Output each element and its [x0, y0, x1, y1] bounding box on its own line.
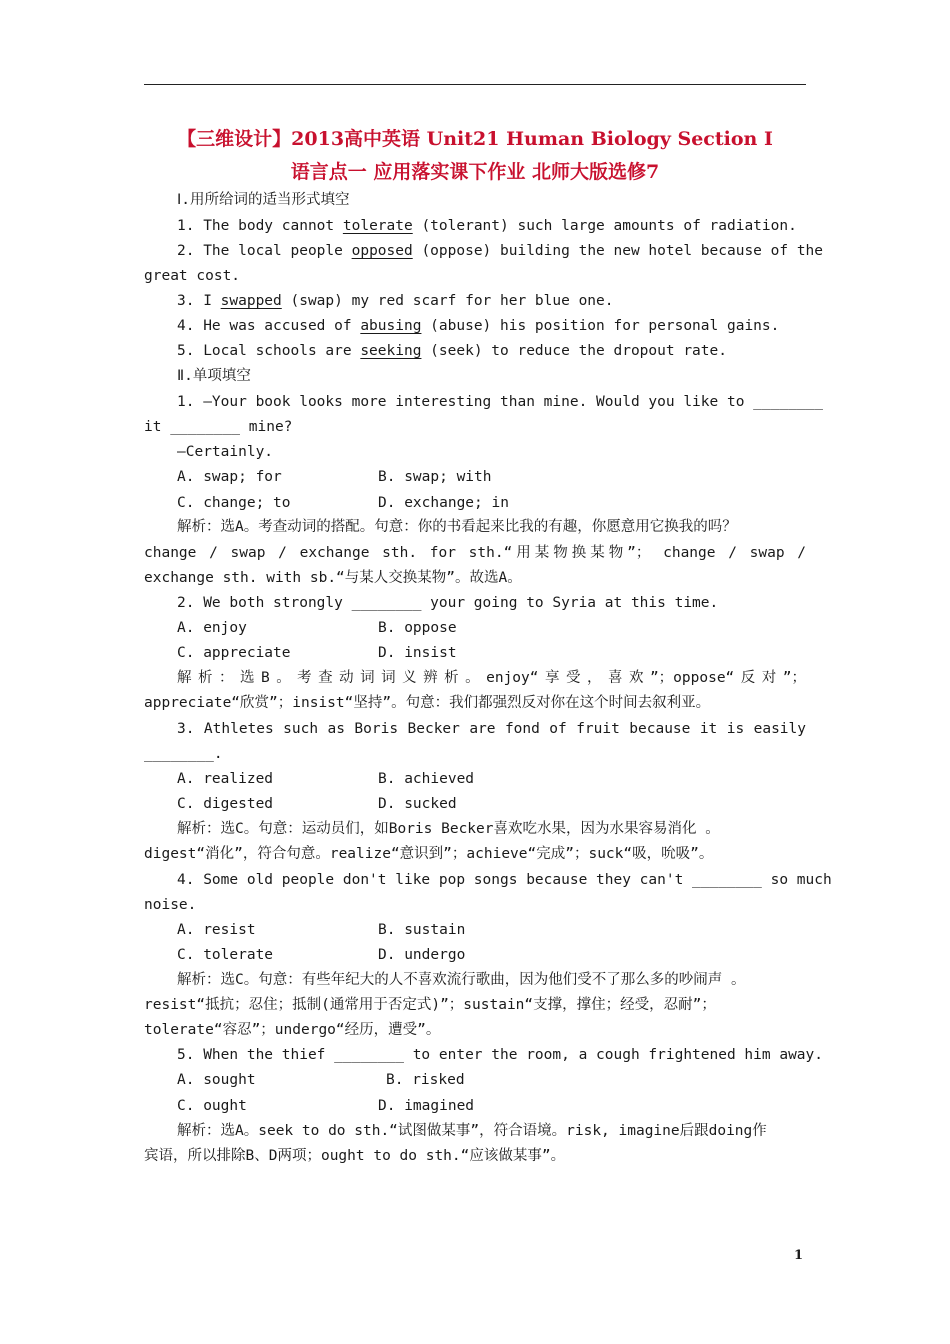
fill-item-1 — [177, 217, 797, 235]
fill-item-3 — [177, 292, 614, 310]
fill-item-text: 3. I — [177, 293, 221, 309]
question-4-stem-cont: noise. — [144, 897, 197, 913]
option-d: D. undergo — [378, 947, 466, 963]
title-line-1: 【三维设计】2013高中英语 Unit21 Human Biology Section Ⅰ — [177, 128, 773, 150]
option-b: B. oppose — [378, 620, 457, 636]
explanation-line: change / swap / exchange sth. for sth.“用某物换某物”； change / swap / — [144, 545, 806, 561]
header-rule — [144, 84, 806, 85]
title-line-2: 语言点一 应用落实课下作业 北师大版选修7 — [290, 161, 660, 183]
explanation-line: 解析：选A。seek to do sth.“试图做某事”，符合语境。risk, imagine后跟doing作 — [177, 1123, 767, 1139]
fill-item-text: 5. Local schools are — [177, 343, 361, 359]
question-2-stem: 2. We both strongly ________ your going to Syria at this time. — [177, 595, 719, 611]
explanation-line: 解析：选C。句意：有些年纪大的人不喜欢流行歌曲，因为他们受不了那么多的吵闹声 。 — [177, 972, 746, 988]
option-a: A. realized — [177, 771, 274, 787]
fill-item-text: 1. The body cannot — [177, 218, 343, 234]
option-d: D. sucked — [378, 796, 457, 812]
fill-item-text: (abuse) his position for personal gains. — [421, 318, 780, 334]
explanation-line: digest“消化”，符合句意。realize“意识到”；achieve“完成”；suck“吸，吮吸”。 — [144, 846, 714, 862]
page-number: 1 — [794, 1248, 804, 1263]
fill-item-2 — [177, 242, 824, 260]
fill-item-text: 2. The local people — [177, 243, 352, 259]
fill-answer: tolerate — [342, 218, 413, 234]
explanation-line: tolerate“容忍”；undergo“经历，遭受”。 — [144, 1022, 441, 1038]
fill-item-5 — [177, 342, 727, 360]
option-a: A. sought — [177, 1072, 256, 1088]
section1-heading: Ⅰ.用所给词的适当形式填空 — [177, 192, 350, 208]
explanation-line: resist“抵抗；忍住；抵制(通常用于否定式)”；sustain“支撑，撑住；经受，忍耐”； — [144, 997, 716, 1013]
option-d: D. insist — [378, 645, 457, 661]
fill-item-2-cont: great cost. — [144, 268, 241, 284]
question-1-reply: —Certainly. — [177, 444, 274, 460]
option-c: C. tolerate — [177, 947, 274, 963]
option-c: C. change; to — [177, 495, 291, 511]
fill-item-text: (oppose) building the new hotel because of the — [412, 243, 824, 259]
explanation-line: 解析：选B。考查动词词义辨析。enjoy“享受，喜欢”；oppose“反对”； — [177, 670, 806, 686]
section2-heading: Ⅱ.单项填空 — [177, 368, 251, 384]
explanation-line: exchange sth. with sb.“与某人交换某物”。故选A。 — [144, 570, 522, 586]
explanation-line: 解析：选C。句意：运动员们，如Boris Becker喜欢吃水果，因为水果容易消化 。 — [177, 821, 720, 837]
option-d: D. exchange; in — [378, 495, 509, 511]
explanation-line: appreciate“欣赏”；insist“坚持”。句意：我们都强烈反对你在这个时间去叙利亚。 — [144, 695, 711, 711]
question-4-stem: 4. Some old people don't like pop songs because they can't ________ so much — [177, 872, 832, 888]
fill-item-text: (swap) my red scarf for her blue one. — [281, 293, 614, 309]
fill-answer: swapped — [220, 293, 282, 309]
question-5-stem: 5. When the thief ________ to enter the room, a cough frightened him away. — [177, 1047, 824, 1063]
fill-item-4 — [177, 317, 779, 335]
option-c: C. digested — [177, 796, 274, 812]
option-b: B. sustain — [378, 922, 466, 938]
option-a: A. resist — [177, 922, 256, 938]
option-a: A. swap; for — [177, 469, 282, 485]
option-c: C. ought — [177, 1098, 247, 1114]
option-b: B. achieved — [378, 771, 475, 787]
explanation-line: 解析：选A。考查动词的搭配。句意：你的书看起来比我的有趣，你愿意用它换我的吗？ — [177, 519, 737, 535]
option-b: B. swap; with — [378, 469, 492, 485]
fill-item-text: (tolerant) such large amounts of radiation. — [412, 218, 797, 234]
fill-answer: opposed — [351, 243, 413, 259]
question-3-stem: 3. Athletes such as Boris Becker are fond of fruit because it is easily — [177, 721, 806, 737]
explanation-line: 宾语，所以排除B、D两项；ought to do sth.“应该做某事”。 — [144, 1148, 566, 1164]
option-d: D. imagined — [378, 1098, 475, 1114]
question-1-stem: 1. —Your book looks more interesting than mine. Would you like to ________ — [177, 394, 824, 410]
option-a: A. enjoy — [177, 620, 247, 636]
fill-item-text: (seek) to reduce the dropout rate. — [421, 343, 727, 359]
fill-item-text: 4. He was accused of — [177, 318, 361, 334]
question-3-stem-cont: ________. — [144, 746, 223, 762]
question-1-stem-cont: it ________ mine? — [144, 419, 293, 435]
option-b: B. risked — [386, 1072, 465, 1088]
fill-answer: seeking — [360, 343, 422, 359]
option-c: C. appreciate — [177, 645, 291, 661]
fill-answer: abusing — [360, 318, 422, 334]
